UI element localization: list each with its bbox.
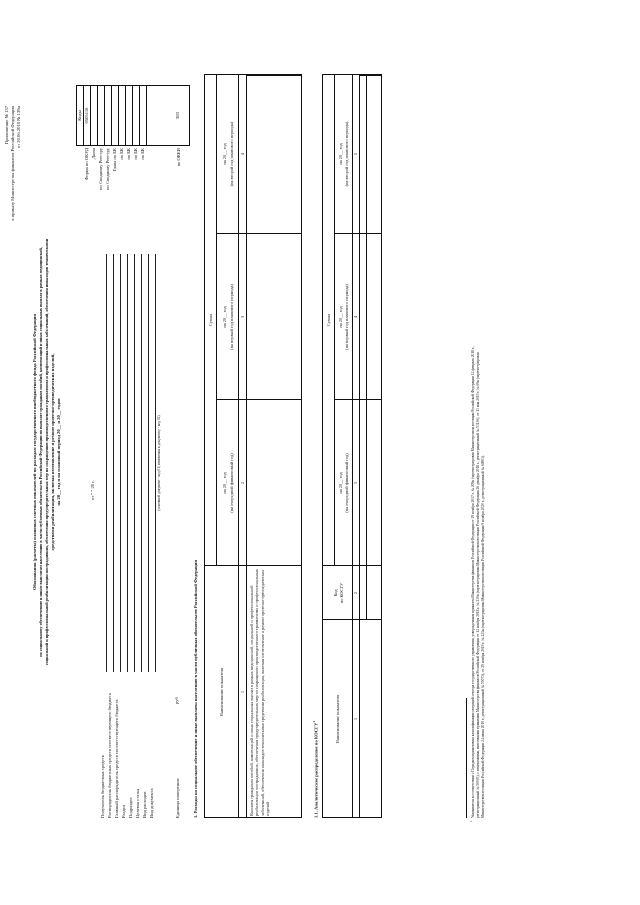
okud-label: Форма по ОКУД [84,148,89,181]
bk-label-3: по БК [133,148,138,160]
s11-num-1: 1 [353,717,358,721]
codes-header: Коды [77,110,82,121]
bk-label-1: по БК [119,148,124,160]
title-line-5: на 20__ год и на плановый период 20__ и 20__ годов [56,398,61,506]
unit-value: руб [174,697,179,704]
s11-num-5: 5 [353,152,358,156]
title-line-4: средствами реабилитации, включая изготовление и ремонт протезно-ортопедических изделий, [50,353,55,551]
s1-row-label: Выплаты гражданам пособий, компенсаций и иных социальных выплат в рамках медицинской, социальной и профессиональной реабилитации пострадавших, обеспечения предупредительных мер по сокращению производственного травматизма и профессиональных заболеваний, обеспечения инвалидов техническими средствами реабилитации, включая изготовление и ремонт протезно-ортопедических изделий [249,569,271,816]
field-document-type: Вид документа [149,788,154,818]
field-section: Раздел [121,805,126,818]
s1-num-3: 3 [239,315,245,319]
footnote-line-3: Министерством юстиции Российской Федерации 24 июня 2019 г., регистрационный № 55073), от 29 ноября 2019 г. № 221н (зарегистрирован Министерством юстиции Российской Федерации 9 ноября 2020 г., регистрационный № 60803). [481,454,485,818]
s11-header-code: Код [333,589,338,597]
s11-col3-year: на 20__ год [338,472,343,494]
section11-footnote-ref: 1 [312,720,316,723]
rotated-form-sheet [0,42,516,862]
title-line-2: по социальному обеспечению и иным выплатам населению в части публичных обязательств Российской Федерации по выплате гражданам пособий, компенсаций и иных социальных выплат в рамках медицинской, [38,247,43,657]
title-line-3: социальной и профессиональной реабилитации пострадавших, обеспечения предупредительных мер по сокращению производственного травматизма и профессиональных заболеваний, обеспечения инвалидов техническими [44,238,49,666]
appendix-number: Приложение № 137 [4,106,9,145]
s11-col4-note: (на первый год планового периода) [344,284,349,350]
s11-num-2: 2 [353,591,358,595]
unit-label: Единица измерения: [175,778,180,818]
appendix-date: от 20.06.2018 № 139н [16,106,21,149]
s1-col3-note: (на первый год планового периода) [228,284,234,350]
s1-num-4: 4 [239,152,245,156]
section1-title: 1. Расходы на социальное обеспечение и иные выплаты населению в части публичных обязательств Российской Федерации [193,559,198,818]
s11-col3-note: (на очередной финансовый год) [344,453,349,513]
s11-header-kosgu: по КОСГУ [339,582,344,604]
s1-header-name: Наименование показателя [218,667,224,717]
s1-header-sum: Сумма [207,313,213,327]
s11-num-3: 3 [353,481,358,485]
s11-num-4: 4 [353,315,358,319]
okud-code: 0505118 [84,107,89,124]
field-target-article: Целевая статья [135,788,140,818]
document-type-note: (основной документ - код 01; изменения к документу - код 02) [157,415,161,511]
footnote-line-2: регистрационный № 50003), с изменениями, внесенными приказами Министерства финансов Российской Федерации от 14 ноября 2018 г. № 230н (зарегистрирован Министерством юстиции Российской Федерации 26 декабря 2018 г., регистрационный № 53136), от 13 мая 2019 г. № 69н (зарегистрирован [476,352,480,818]
field-subsection: Подраздел [128,797,133,818]
glava-label: Глава по БК [112,148,117,172]
title-line-1: Обоснования (расчеты) плановых сметных показателей по расходам государственного внебюджетного фонда Российской Федерации [32,313,37,591]
s1-col2-note: (на очередной финансовый год) [228,453,234,513]
s1-col4-note: (на второй год планового периода) [228,121,234,187]
document-date: от " " 20 г. [90,480,95,500]
footnote-line-1: Указывается в соответствии с Порядком применения классификации операций сектора государственного управления, утвержденным приказом Министерства финансов Российской Федерации от 29 ноября 2017 г. № 209н (зарегистрирован Министерством юстиции Российской Федерации 12 февраля 2018 г., [471,346,475,818]
s1-num-1: 1 [239,690,245,694]
s11-col5-note: (на второй год планового периода) [344,121,349,187]
field-distributor: Распорядитель бюджетных средств соответствующего бюджета [107,693,112,818]
s1-col4-year: на 20__ год [221,143,227,165]
footnote-mark: 1 [469,820,473,822]
s1-col2-year: на 20__ год [221,472,227,494]
field-expense-type: Вид расходов [142,791,147,818]
s1-col3-year: на 20__ год [221,306,227,328]
reestr-label-1: по Сводному Реестру [98,148,103,190]
appendix-order: к приказу Министерства финансов Российской Федерации [10,106,15,221]
s11-header-name: Наименование показателя [334,694,340,744]
s11-header-sum: Сумма [325,313,331,327]
s1-num-2: 2 [239,481,245,485]
footnote-divider [466,698,467,818]
section11-title: 1.1. Аналитическое распределение по КОСГУ$^1$ [312,720,319,818]
s11-col5-year: на 20__ год [338,143,343,165]
codes-box [76,85,190,146]
date-label: Дата [91,148,96,159]
field-main-distributor: Главный распорядитель средств соответствующего бюджета [114,699,119,818]
s11-col4-year: на 20__ год [338,306,343,328]
bk-label-4: по БК [140,148,145,160]
okei-code: 383 [175,112,180,119]
okei-label: по ОКЕИ [176,148,181,167]
reestr-label-2: по Сводному Реестру [105,148,110,190]
field-recipient: Получатель бюджетных средств [100,755,105,818]
bk-label-2: по БК [126,148,131,160]
